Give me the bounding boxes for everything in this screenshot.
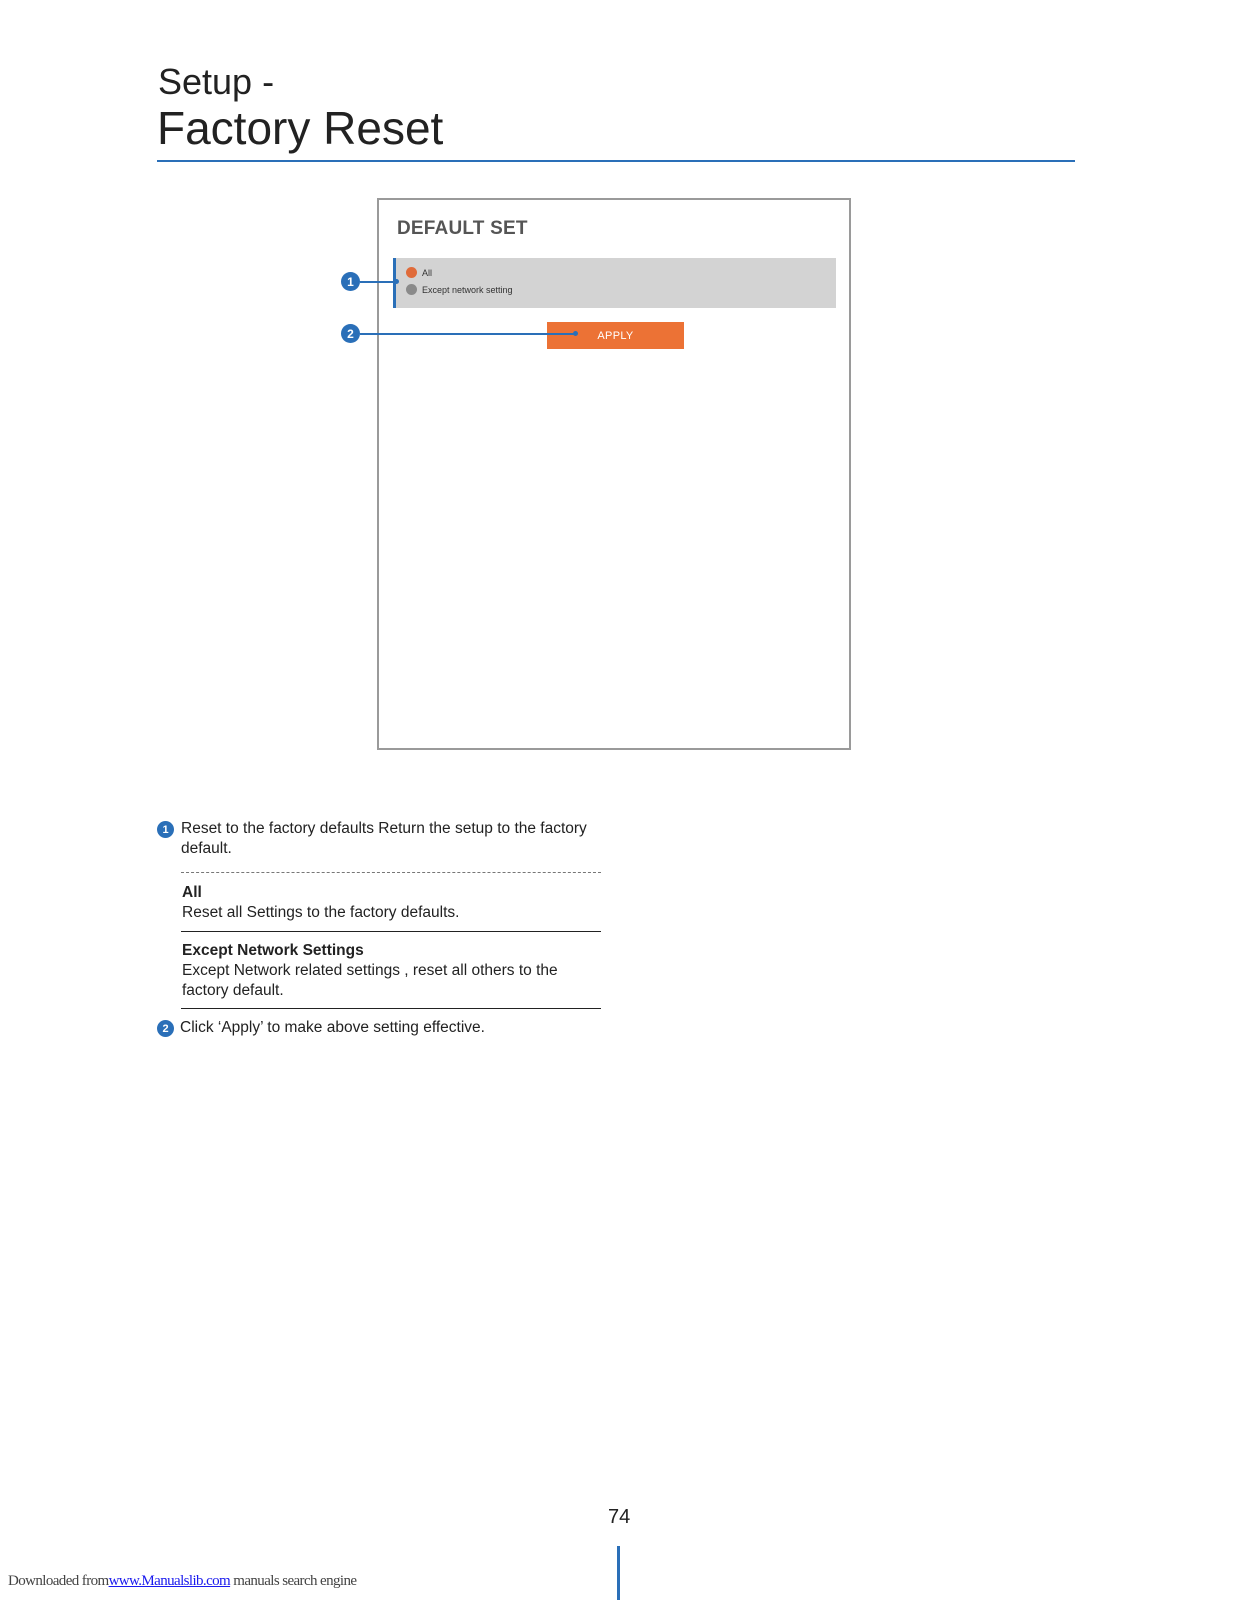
sub-except (182, 941, 558, 1001)
radio-unselected-icon[interactable] (406, 284, 417, 295)
radio-selected-icon[interactable] (406, 267, 417, 278)
desc-item-1-number: 1 (157, 821, 174, 838)
desc-item-2-text: Click ‘Apply’ to make above setting effective. (180, 1019, 485, 1036)
divider-2 (181, 1008, 601, 1009)
divider-1 (181, 931, 601, 932)
sub-all-title: All (182, 884, 202, 901)
callout-2-marker: 2 (341, 324, 360, 343)
dashed-divider (181, 872, 601, 873)
callout-1-line (360, 281, 396, 283)
desc-item-2-number: 2 (157, 1020, 174, 1037)
desc-item-1-text (181, 819, 587, 859)
footer-suffix: manuals search engine (233, 1573, 357, 1589)
callout-1-dot (394, 279, 399, 284)
desc-item-1-line1: Reset to the factory defaults Return the setup to the factory (181, 820, 587, 837)
apply-button[interactable]: APPLY (547, 322, 684, 349)
sub-all-text: Reset all Settings to the factory defaults. (182, 904, 460, 921)
sub-except-line1: Except Network related settings , reset all others to the (182, 962, 558, 979)
default-set-panel (377, 198, 851, 750)
page-title: Factory Reset (157, 102, 444, 154)
callout-2-dot (573, 331, 578, 336)
page-number: 74 (608, 1506, 631, 1528)
manualslib-link[interactable]: www.Manualslib.com (108, 1573, 231, 1589)
option-all-label: All (422, 267, 433, 278)
callout-1-marker: 1 (341, 272, 360, 291)
option-all[interactable] (406, 267, 432, 278)
default-options-group (393, 258, 836, 308)
page-marker-bar (617, 1546, 620, 1600)
title-underline (157, 160, 1075, 162)
section-subtitle: Setup - (158, 61, 275, 102)
footer-prefix: Downloaded from (8, 1573, 109, 1589)
option-except-network[interactable] (406, 284, 513, 295)
desc-item-1-line2: default. (181, 840, 232, 857)
sub-except-title: Except Network Settings (182, 942, 364, 959)
sub-except-line2: factory default. (182, 982, 284, 999)
panel-title: DEFAULT SET (397, 218, 528, 239)
download-footer (8, 1573, 356, 1590)
option-except-network-label: Except network setting (422, 284, 513, 295)
callout-2-line (360, 333, 575, 335)
sub-all (182, 883, 459, 923)
